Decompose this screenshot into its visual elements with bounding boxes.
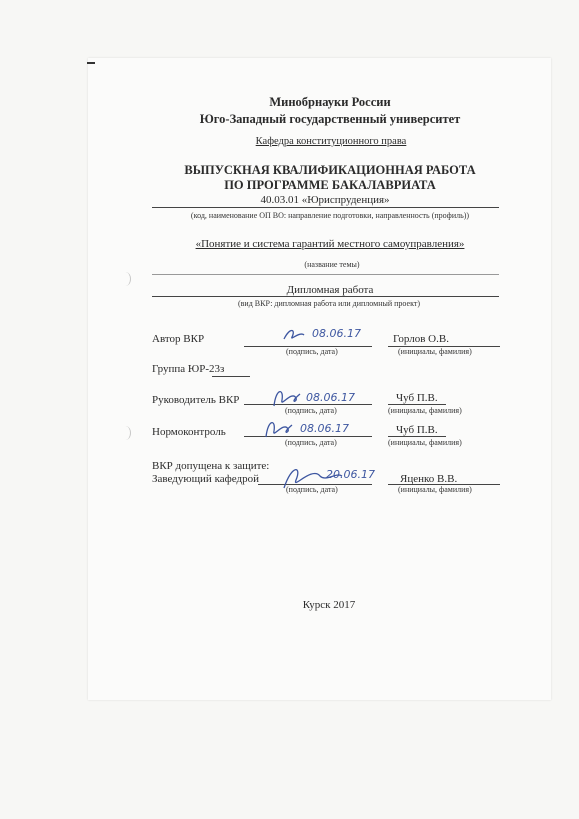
supervisor-label: Руководитель ВКР [152, 394, 240, 406]
supervisor-name-line [388, 404, 446, 405]
work-title-line2: ПО ПРОГРАММЕ БАКАЛАВРИАТА [224, 178, 436, 192]
group-label: Группа ЮР-23з [152, 363, 225, 375]
normcontrol-label: Нормоконтроль [152, 426, 226, 438]
work-title-line1: ВЫПУСКНАЯ КВАЛИФИКАЦИОННАЯ РАБОТА [184, 163, 476, 177]
author-label: Автор ВКР [152, 333, 205, 345]
author-signature-caption: (подпись, дата) [286, 347, 338, 356]
normcontrol-signature-date: 08.06.17 [300, 422, 349, 435]
city-year: Курск 2017 [302, 599, 356, 611]
normcontrol-name-line [388, 436, 446, 437]
program-caption: (код, наименование ОП ВО: направление подготовки, направленность (профиль)) [190, 211, 470, 220]
corner-mark [87, 62, 95, 64]
author-signature [282, 325, 372, 345]
supervisor-signature-date: 08.06.17 [306, 391, 355, 404]
supervisor-signature-caption: (подпись, дата) [285, 406, 337, 415]
punch-hole-mark [120, 272, 131, 286]
topic-caption: (название темы) [304, 260, 360, 269]
author-name: Горлов О.В. [393, 333, 449, 345]
department-head-label: Заведующий кафедрой [152, 473, 259, 485]
author-signature-date: 08.06.17 [312, 327, 361, 340]
program-underline [152, 207, 499, 208]
normcontrol-name: Чуб П.В. [396, 424, 438, 436]
head-signature-date: 20.06.17 [326, 468, 375, 481]
head-name: Яценко В.В. [400, 473, 458, 485]
work-kind-value: Дипломная работа [286, 284, 374, 296]
work-kind-caption: (вид ВКР: дипломная работа или дипломный проект) [237, 299, 421, 308]
normcontrol-name-caption: (инициалы, фамилия) [388, 438, 462, 447]
punch-hole-mark [120, 426, 131, 440]
author-name-caption: (инициалы, фамилия) [398, 347, 472, 356]
topic-underline [152, 274, 499, 275]
head-name-caption: (инициалы, фамилия) [398, 485, 472, 494]
normcontrol-signature-caption: (подпись, дата) [285, 438, 337, 447]
group-underline [212, 376, 250, 377]
work-kind-underline [152, 296, 499, 297]
admission-label: ВКР допущена к защите: [152, 460, 270, 472]
university-name: Юго-Западный государственный университет [199, 112, 461, 126]
department-name: Кафедра конституционного права [255, 136, 407, 147]
ministry-name: Минобрнауки России [269, 95, 391, 109]
supervisor-name: Чуб П.В. [396, 392, 438, 404]
topic-value: «Понятие и система гарантий местного самоуправления» [195, 238, 465, 250]
program-code: 40.03.01 «Юриспруденция» [260, 194, 390, 206]
head-signature-caption: (подпись, дата) [286, 485, 338, 494]
supervisor-name-caption: (инициалы, фамилия) [388, 406, 462, 415]
